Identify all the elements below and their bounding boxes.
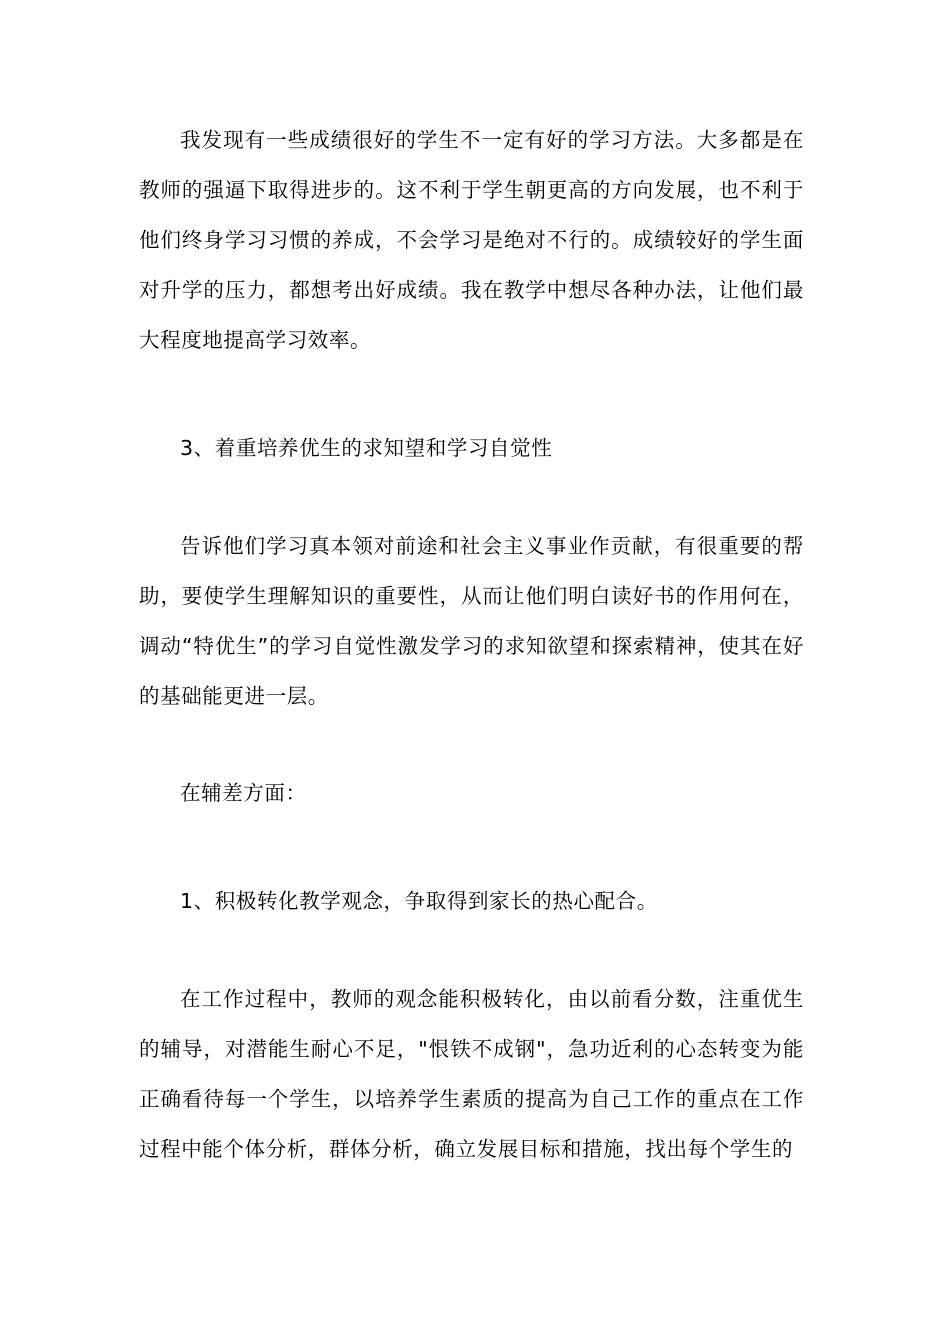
heading-remedial: 在辅差方面：: [180, 781, 307, 805]
paragraph-study-methods: 我发现有一些成绩很好的学生不一定有好的学习方法。大多都是在教师的强逼下取得进步的。这不利于学生朝更高的方向发展，也不利于他们终身学习习惯的养成，不会学习是绝对不行的。成绩较好的学生面对升学的压力，都想考出好成绩。我在教学中想尽各种办法，让他们最大程度地提高学习效率。: [139, 128, 804, 352]
heading-item-1: 1、积极转化教学观念，争取得到家长的热心配合。: [180, 889, 658, 913]
paragraph-motivation: 告诉他们学习真本领对前途和社会主义事业作贡献，有很重要的帮助，要使学生理解知识的重要性，从而让他们明白读好书的作用何在，调动“特优生”的学习自觉性激发学习的求知欲望和探索精神，使其在好的基础能更进一层。: [139, 534, 804, 708]
paragraph-work-process: 在工作过程中，教师的观念能积极转化，由以前看分数，注重优生的辅导，对潜能生耐心不足，"恨铁不成钢"，急功近利的心态转变为能正确看待每一个学生，以培养学生素质的提高为自己工作的重点在工作过程中能个体分析，群体分析，确立发展目标和措施，找出每个学生的: [139, 987, 804, 1161]
heading-item-3: 3、着重培养优生的求知望和学习自觉性: [180, 436, 553, 460]
